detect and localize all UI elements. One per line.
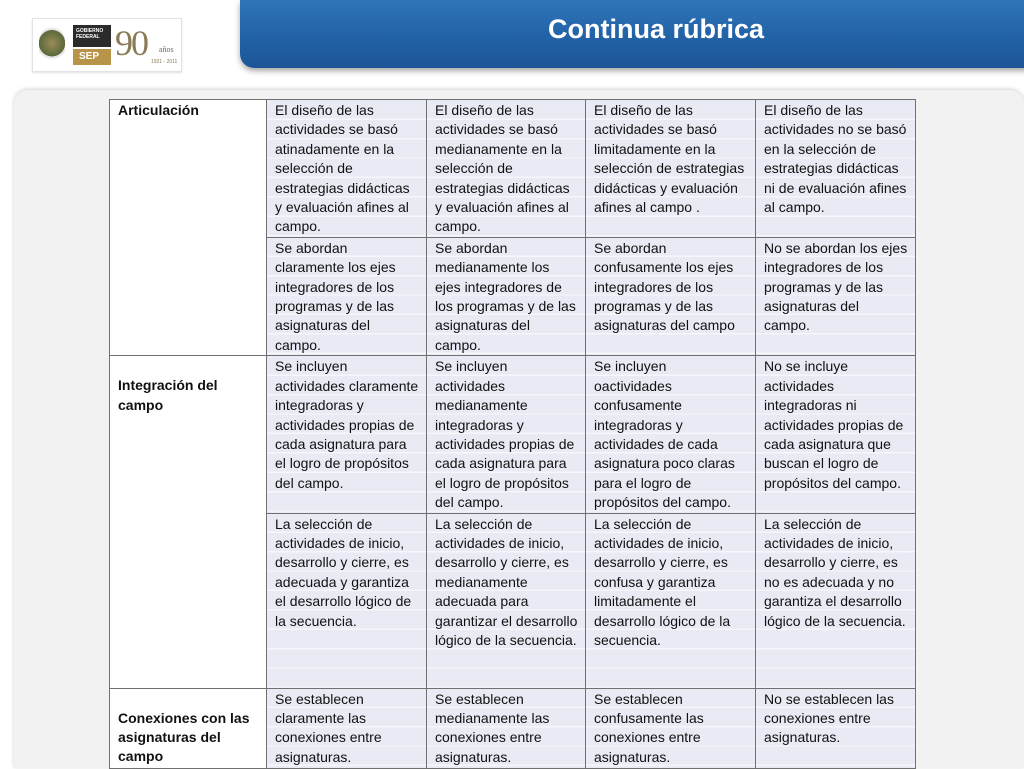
rubric-cell: El diseño de las actividades se basó limitadamente en la selección de estrategias didácticas y evaluación afines al campo . [586,100,756,238]
rubric-cell: El diseño de las actividades se basó medianamente en la selección de estrategias didácticas y evaluación afines al campo. [427,100,586,238]
mexican-coat-of-arms-icon [39,27,65,63]
sep-90-anniversary-logo [32,18,182,72]
category-cell: Integración del campo [110,356,267,688]
rubric-cell: La selección de actividades de inicio, desarrollo y cierre, es medianamente adecuada para garantizar el desarrollo lógico de la secuencia. [427,513,586,688]
anniversary-word: años [159,45,174,54]
table-row [110,356,916,513]
rubric-cell: La selección de actividades de inicio, desarrollo y cierre, es confusa y garantiza limitadamente el desarrollo lógico de la secuencia. [586,513,756,688]
rubric-cell: El diseño de las actividades se basó atinadamente en la selección de estrategias didácticas y evaluación afines al campo. [267,100,427,238]
rubric-cell: La selección de actividades de inicio, desarrollo y cierre, es adecuada y garantiza el desarrollo lógico de la secuencia. [267,513,427,688]
rubric-cell: Se incluyen oactividades confusamente integradoras y actividades de cada asignatura poco claras para el logro de propósitos del campo. [586,356,756,513]
rubric-cell: La selección de actividades de inicio, desarrollo y cierre, es no es adecuada y no garantiza el desarrollo lógico de la secuencia. [756,513,916,688]
rubric-cell: Se establecen claramente las conexiones entre asignaturas. [267,688,427,768]
table-row [110,688,916,768]
rubric-cell: No se establecen las conexiones entre asignaturas. [756,688,916,768]
rubric-cell: Se abordan confusamente los ejes integradores de los programas y de las asignaturas del campo [586,237,756,355]
title-bar [240,0,1024,68]
rubric-cell: Se establecen confusamente las conexiones entre asignaturas. [586,688,756,768]
rubric-cell: No se incluye actividades integradoras ni actividades propias de cada asignatura que buscan el logro de propósitos del campo. [756,356,916,513]
sep-label: SEP [73,49,111,65]
category-cell: Articulación [110,100,267,356]
anniversary-years: 1921 - 2011 [151,59,178,65]
anniversary-number: 90 [115,23,147,63]
rubric-cell: Se abordan medianamente los ejes integradores de los programas y de las asignaturas del campo. [427,237,586,355]
rubric-table [109,99,916,769]
rubric-cell: No se abordan los ejes integradores de los programas y de las asignaturas del campo. [756,237,916,355]
rubric-cell: Se abordan claramente los ejes integradores de los programas y de las asignaturas del campo. [267,237,427,355]
rubric-cell: El diseño de las actividades no se basó en la selección de estrategias didácticas ni de evaluación afines al campo. [756,100,916,238]
rubric-cell: Se incluyen actividades claramente integradoras y actividades propias de cada asignatura para el logro de propósitos del campo. [267,356,427,513]
slide-title: Continua rúbrica [547,14,764,44]
rubric-cell: Se incluyen actividades medianamente integradoras y actividades propias de cada asignatura para el logro de propósitos del campo. [427,356,586,513]
category-cell: Conexiones con las asignaturas del campo [110,688,267,768]
gobierno-federal-label: GOBIERNO FEDERAL [73,25,111,47]
rubric-cell: Se establecen medianamente las conexiones entre asignaturas. [427,688,586,768]
table-row [110,100,916,238]
